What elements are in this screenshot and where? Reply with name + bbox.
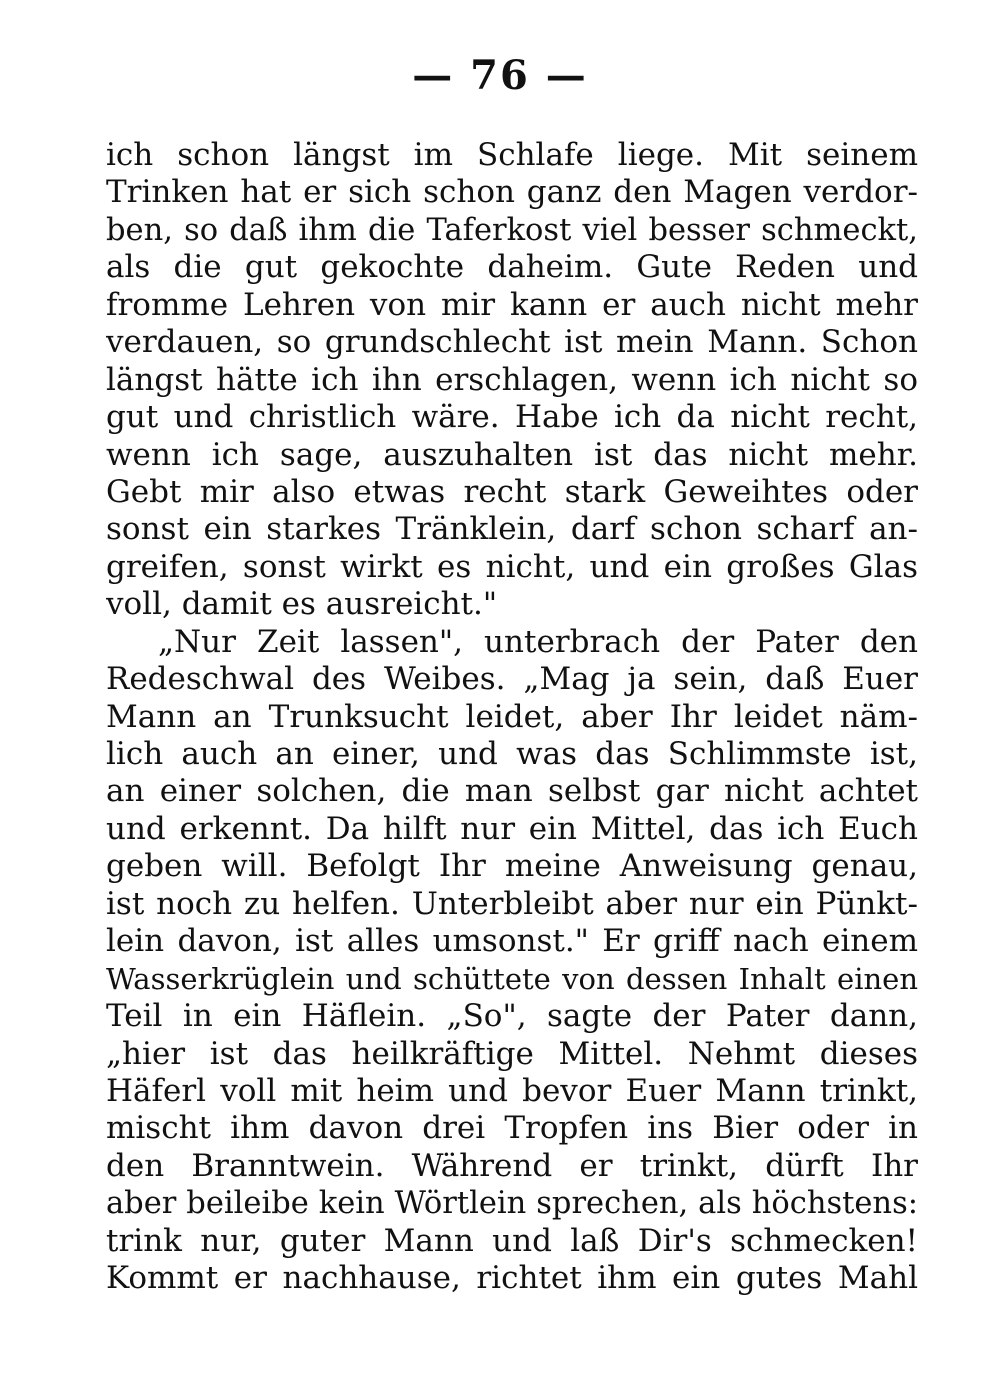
text-line-25: „hier ist das heilkräftige Mittel. Nehmt dieses [106,1035,918,1072]
text-line-23: Wasserkrüglein und schüttete von dessen Inhalt einen [106,961,918,996]
text-line-21: ist noch zu helfen. Unterbleibt aber nur ein Pünkt- [106,885,918,922]
text-line-29: aber beileibe kein Wörtlein sprechen, als höchstens: [106,1186,918,1222]
text-line-30: trink nur, guter Mann und laß Dir's schmecken! [106,1222,918,1259]
text-line-10: Gebt mir also etwas recht stark Geweihtes oder [106,473,918,510]
text-line-6: verdauen, so grundschlecht ist mein Mann. Schon [106,324,918,361]
text-line-31: Kommt er nachhause, richtet ihm ein gutes Mahl [106,1260,918,1297]
text-line-4: als die gut gekochte daheim. Gute Reden und [106,249,918,286]
text-line-20: geben will. Befolgt Ihr meine Anweisung genau, [106,848,918,885]
text-line-26: Häferl voll mit heim und bevor Euer Mann trinkt, [106,1072,918,1109]
text-line-18: an einer solchen, die man selbst gar nicht achtet [106,773,918,810]
text-line-14: „Nur Zeit lassen", unterbrach der Pater den [158,623,918,660]
text-line-7: längst hätte ich ihn erschlagen, wenn ich nicht so [106,361,918,398]
text-line-5: fromme Lehren von mir kann er auch nicht mehr [106,286,918,323]
body-text [106,137,918,1298]
text-line-24: Teil in ein Häflein. „So", sagte der Pater dann, [106,998,918,1035]
text-line-9: wenn ich sage, auszuhalten ist das nicht mehr. [106,436,918,473]
text-line-27: mischt ihm davon drei Tropfen ins Bier oder in [106,1110,918,1147]
text-line-22: lein davon, ist alles umsonst." Er griff nach einem [106,923,918,960]
text-line-19: und erkennt. Da hilft nur ein Mittel, das ich Euch [106,810,918,847]
text-line-8: gut und christlich wäre. Habe ich da nicht recht, [106,399,918,436]
text-line-11: sonst ein starkes Tränklein, darf schon scharf an- [106,511,918,548]
text-line-3: ben, so daß ihm die Taferkost viel besser schmeckt, [106,212,918,248]
page-number: — 76 — [412,52,588,99]
text-line-28: den Branntwein. Während er trinkt, dürft Ihr [106,1147,918,1184]
text-line-15: Redeschwal des Weibes. „Mag ja sein, daß Euer [106,661,918,698]
text-line-2: Trinken hat er sich schon ganz den Magen verdor- [106,174,918,211]
text-line-1: ich schon längst im Schlafe liege. Mit seinem [106,137,918,173]
text-line-17: lich auch an einer, und was das Schlimmste ist, [106,736,918,772]
text-line-13: voll, damit es ausreicht." [106,586,498,623]
text-line-16: Mann an Trunksucht leidet, aber Ihr leidet näm- [106,698,918,735]
text-line-12: greifen, sonst wirkt es nicht, und ein großes Glas [106,548,918,585]
